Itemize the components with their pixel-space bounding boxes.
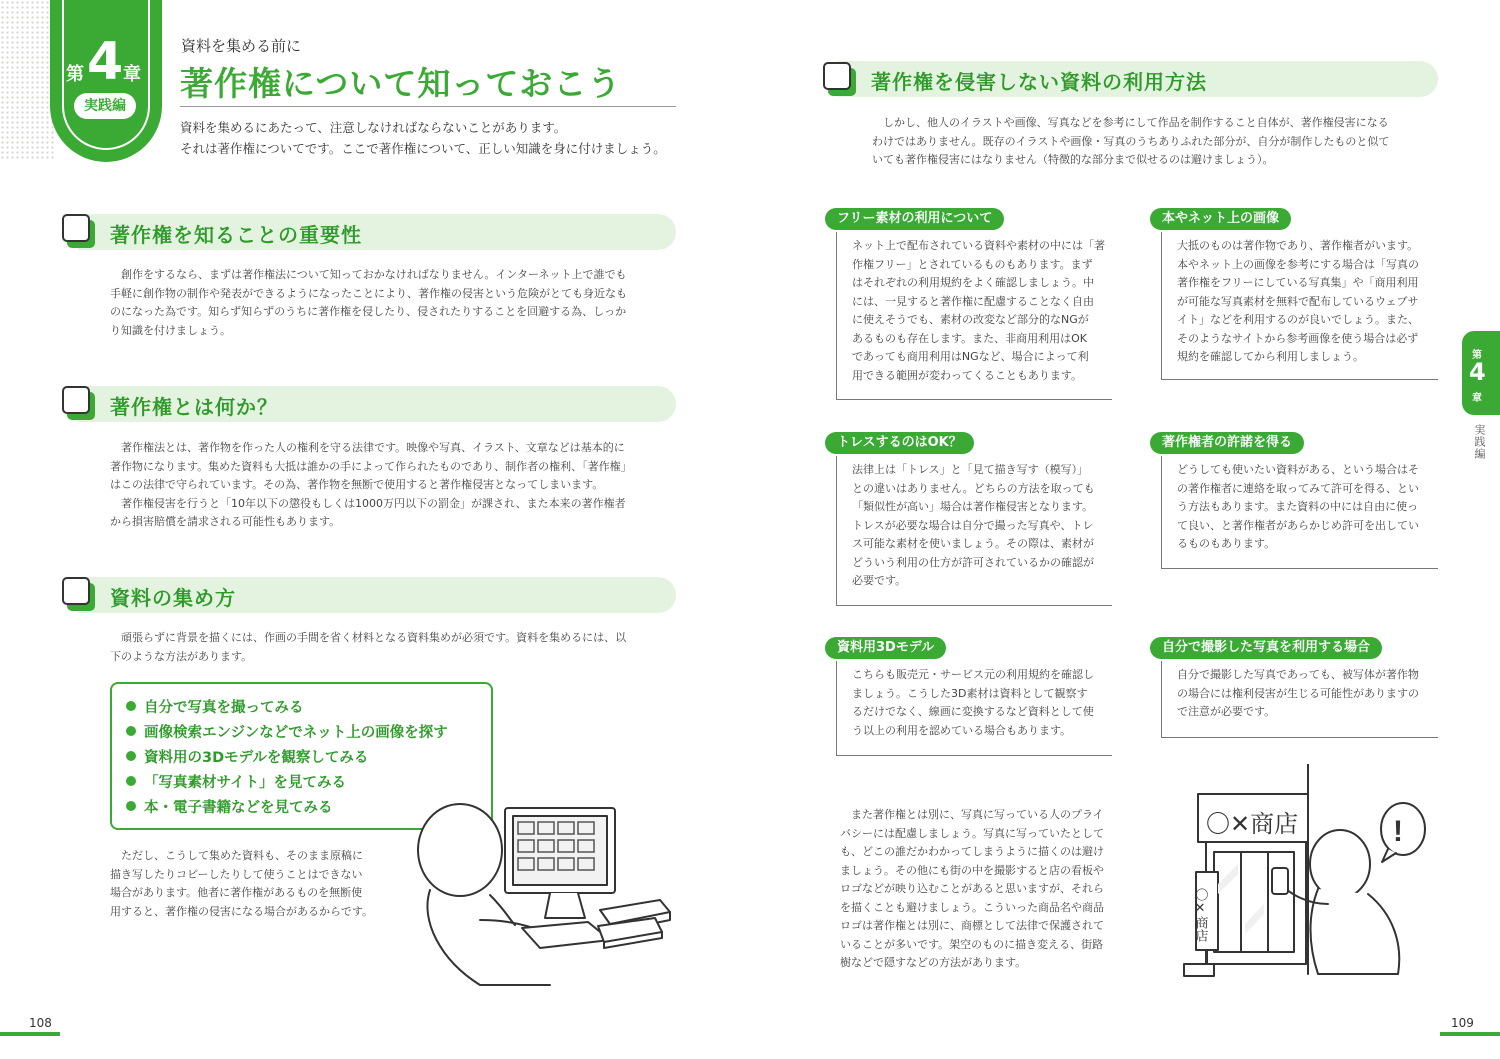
body-line: わけではありません。既存のイラストや画像・写真のうちありふれた部分が、自分が制作したものと似て	[872, 134, 1390, 148]
body-line: 描き写したりコピーしたりして使うことはできない	[110, 867, 363, 881]
section-body	[110, 266, 627, 340]
subsection-box	[836, 232, 1112, 400]
list-item: 本・電子書籍などを見てみる	[126, 796, 448, 821]
body-line: も、どこの誰だかわかってしまうように描くのは避け	[840, 845, 1104, 858]
intro-line: それは著作権についてです。ここで著作権について、正しい知識を身に付けましょう。	[180, 141, 666, 156]
body-line: ス可能な素材を使いましょう。その際は、素材が	[852, 537, 1094, 550]
body-line: から損害賠償を請求される可能性もあります。	[110, 515, 341, 528]
body-line: 自分で撮影した写真であっても、被写体が著作物	[1177, 668, 1419, 681]
section-title: 著作権を知ることの重要性	[110, 223, 362, 247]
body-line: の場合には権利侵害が生じる可能性がありますの	[1177, 686, 1419, 700]
body-line: バシーには配慮しましょう。写真に写っていたとして	[840, 826, 1104, 840]
page-number-right: 109	[1451, 1016, 1474, 1030]
intro-line: 資料を集めるにあたって、注意しなければならないことがあります。	[180, 120, 567, 135]
body-line: 樹などで隠すなどの方法があります。	[840, 956, 1027, 969]
subsection-pill: フリー素材の利用について	[825, 208, 1004, 230]
section-title: 資料の集め方	[110, 586, 236, 610]
body-line: トレスが必要な場合は自分で撮った写真や、トレ	[852, 518, 1094, 532]
body-line: 著作権をフリーにしている写真集」や「商用利用	[1177, 276, 1419, 289]
body-line: のになった為です。知らず知らずのうちに著作権を侵したり、侵されたりすることを回避する為、しっか	[110, 305, 627, 318]
section-title: 著作権を侵害しない資料の利用方法	[871, 70, 1207, 94]
title-rule	[180, 106, 676, 107]
chapter-pre-title: 資料を集める前に	[181, 37, 302, 55]
body-line: 作権フリー」とされているものもあります。まず	[852, 257, 1093, 271]
body-line: はそれぞれの利用規約をよく確認しましょう。中	[852, 276, 1094, 289]
bullet-icon	[126, 726, 136, 736]
subsection-body	[1177, 461, 1419, 554]
body-line: いても著作権侵害にはなりません（特徴的な部分まで似せるのは避けましょう）。	[872, 153, 1274, 166]
person-at-computer-illustration	[410, 800, 680, 995]
side-tab-number: 4	[1469, 358, 1486, 386]
section-square-icon	[62, 577, 96, 611]
chapter-title: 著作権について知っておこう	[180, 64, 622, 103]
chapter-sub-label: 実践編	[74, 93, 136, 119]
side-tab-label: 実践編	[1473, 424, 1486, 460]
body-line: ただし、こうして集めた資料も、そのまま原稿に	[110, 849, 363, 862]
subsection-box	[836, 456, 1112, 606]
body-line: 「類似性が高い」場合は著作権侵害となります。	[852, 500, 1094, 513]
bullet-icon	[126, 751, 136, 761]
body-line: どうしても使いたい資料がある、という場合はそ	[1177, 463, 1419, 476]
dot-texture	[0, 0, 55, 160]
bullet-icon	[126, 801, 136, 811]
subsection-box	[1161, 456, 1438, 569]
body-line: の著作権者に連絡を取ってみて許可を得る、とい	[1177, 481, 1419, 495]
subsection-body	[852, 461, 1095, 591]
list-item: 自分で写真を撮ってみる	[126, 696, 448, 721]
chapter-badge-sho: 章	[123, 64, 141, 85]
body-line: う以上の利用を認めている場合もあります。	[852, 723, 1072, 737]
body-line: り知識を付けましょう。	[110, 323, 231, 337]
side-tab-dai: 第	[1472, 350, 1482, 361]
section-square-icon	[823, 62, 857, 96]
body-line: 必要です。	[852, 574, 907, 587]
body-line: 著作権侵害を行うと「10年以下の懲役もしくは1000万円以下の罰金」が課され、また本来の著作権者	[110, 496, 626, 510]
collect-methods-list	[126, 696, 448, 821]
body-line: いることが多いです。架空のものに描き変える、街路	[840, 937, 1104, 951]
body-line: て良い、と著作権者があらかじめ許可を出してい	[1177, 518, 1419, 532]
body-line: に使えそうでも、素材の改変など部分的なNGが	[852, 313, 1089, 326]
section-square-icon	[62, 386, 96, 420]
section-body	[110, 629, 626, 666]
body-line: 本やネット上の画像を参考にする場合は「写真の	[1177, 257, 1419, 271]
body-line: ましょう。その他にも街の中を撮影すると店の看板や	[840, 863, 1104, 877]
shop-sign-text: 〇✕商店	[1206, 811, 1299, 838]
subsection-pill: トレスするのはOK？	[825, 432, 974, 454]
body-line: ロゴは著作権とは別に、商標として法律で保護されて	[840, 919, 1104, 932]
body-line: との違いはありません。どちらの方法を取っても	[852, 481, 1095, 495]
side-tab-sho: 章	[1472, 393, 1482, 404]
section-body	[872, 114, 1389, 170]
body-line: ネット上で配布されている資料や素材の中には「著	[852, 239, 1105, 252]
page-number-left: 108	[29, 1016, 52, 1030]
body-line: う方法もあります。また資料の中には自由に使っ	[1177, 500, 1419, 513]
footer-bar-left	[0, 1032, 60, 1036]
subsection-body	[1177, 666, 1419, 722]
body-line: こちらも販売元・サービス元の利用規約を確認し	[852, 668, 1094, 681]
left-bottom-text	[110, 847, 373, 921]
bullet-icon	[126, 701, 136, 711]
chapter-badge-dai: 第	[66, 64, 84, 85]
body-line: しかし、他人のイラストや画像、写真などを参考にして作品を制作すること自体が、著作権侵害になる	[872, 116, 1389, 129]
body-line: イト」などを利用するのが良いでしょう。また、	[1177, 313, 1419, 326]
shop-photo-illustration	[1178, 764, 1438, 982]
list-item: 「写真素材サイト」を見てみる	[126, 771, 448, 796]
subsection-pill: 自分で撮影した写真を利用する場合	[1150, 637, 1382, 659]
body-line: るものもあります。	[1177, 537, 1276, 550]
body-line: そのようなサイトから参考画像を使う場合は必ず	[1177, 331, 1419, 345]
body-line: 法律上は「トレス」と「見て描き写す（模写）」	[852, 463, 1089, 476]
body-line: 著作物になります。集めた資料も大抵は誰かの手によって作られたものであり、制作者の権利、「著作権」	[110, 459, 632, 473]
body-line: を描くことも避けましょう。こういった商品名や商品	[840, 900, 1104, 914]
bullet-icon	[126, 776, 136, 786]
body-line: 場合があります。他者に著作権があるものを無断使	[110, 886, 363, 899]
body-line: あるものも存在します。また、非商用利用はOK	[852, 331, 1087, 345]
body-line: には、一見すると著作権に配慮することなく自由	[852, 294, 1094, 308]
subsection-pill: 著作権者の許諾を得る	[1150, 432, 1304, 454]
subsection-box	[836, 661, 1112, 756]
body-line: ましょう。こうした3D素材は資料として観察す	[852, 686, 1088, 700]
footer-bar-right	[1440, 1032, 1500, 1036]
subsection-pill: 資料用3Dモデル	[825, 637, 946, 659]
list-item: 画像検索エンジンなどでネット上の画像を探す	[126, 721, 448, 746]
body-line: 著作権法とは、著作物を作った人の権利を守る法律です。映像や写真、イラスト、文章などは基本的に	[110, 441, 625, 454]
body-line: で注意が必要です。	[1177, 705, 1276, 718]
section-title: 著作権とは何か？	[110, 395, 278, 419]
body-line: であっても商用利用はNGなど、場合によって利	[852, 350, 1089, 363]
body-line: また著作権とは別に、写真に写っている人のプライ	[840, 808, 1104, 821]
body-line: 用すると、著作権の侵害になる場合があるからです。	[110, 904, 374, 918]
subsection-box	[1161, 661, 1438, 738]
subsection-body	[852, 666, 1094, 740]
privacy-paragraph	[840, 806, 1104, 973]
body-line: 規約を確認してから利用しましょう。	[1177, 350, 1364, 363]
shop-banner-text: 〇✕商店	[1193, 888, 1209, 942]
section-body	[110, 439, 632, 532]
subsection-pill: 本やネット上の画像	[1150, 208, 1291, 230]
body-line: 手軽に創作物の制作や発表ができるようになったことにより、著作権の侵害という危険がとても身近なも	[110, 286, 627, 300]
body-line: が可能な写真素材を無料で配布しているウェブサ	[1177, 294, 1419, 308]
section-square-icon	[62, 214, 96, 248]
exclamation-icon: !	[1393, 815, 1403, 848]
body-line: 頑張らずに背景を描くには、作画の手間を省く材料となる資料集めが必須です。資料を集めるには、以	[110, 631, 627, 644]
body-line: ロゴなどが映り込むことがあると思いますが、それら	[840, 882, 1104, 895]
body-line: 下のような方法があります。	[110, 649, 253, 663]
chapter-number: 4	[87, 32, 124, 92]
body-line: 用できる範囲が変わってくることもあります。	[852, 368, 1083, 382]
body-line: どういう利用の仕方が許可されているかの確認が	[852, 555, 1094, 569]
body-line: るだけでなく、線画に変換するなど資料として使	[852, 705, 1094, 718]
subsection-body	[1177, 237, 1419, 367]
body-line: はこの法律で守られています。その為、著作物を無断で使用すると著作権侵害となってしまいます。	[110, 478, 604, 491]
body-line: 創作をするなら、まずは著作権法について知っておかなければなりません。インターネット上で誰でも	[110, 268, 627, 281]
subsection-box	[1161, 232, 1438, 380]
list-item: 資料用の3Dモデルを観察してみる	[126, 746, 448, 771]
body-line: 大抵のものは著作物であり、著作権者がいます。	[1177, 239, 1419, 252]
chapter-intro	[180, 117, 666, 159]
subsection-body	[852, 237, 1105, 385]
